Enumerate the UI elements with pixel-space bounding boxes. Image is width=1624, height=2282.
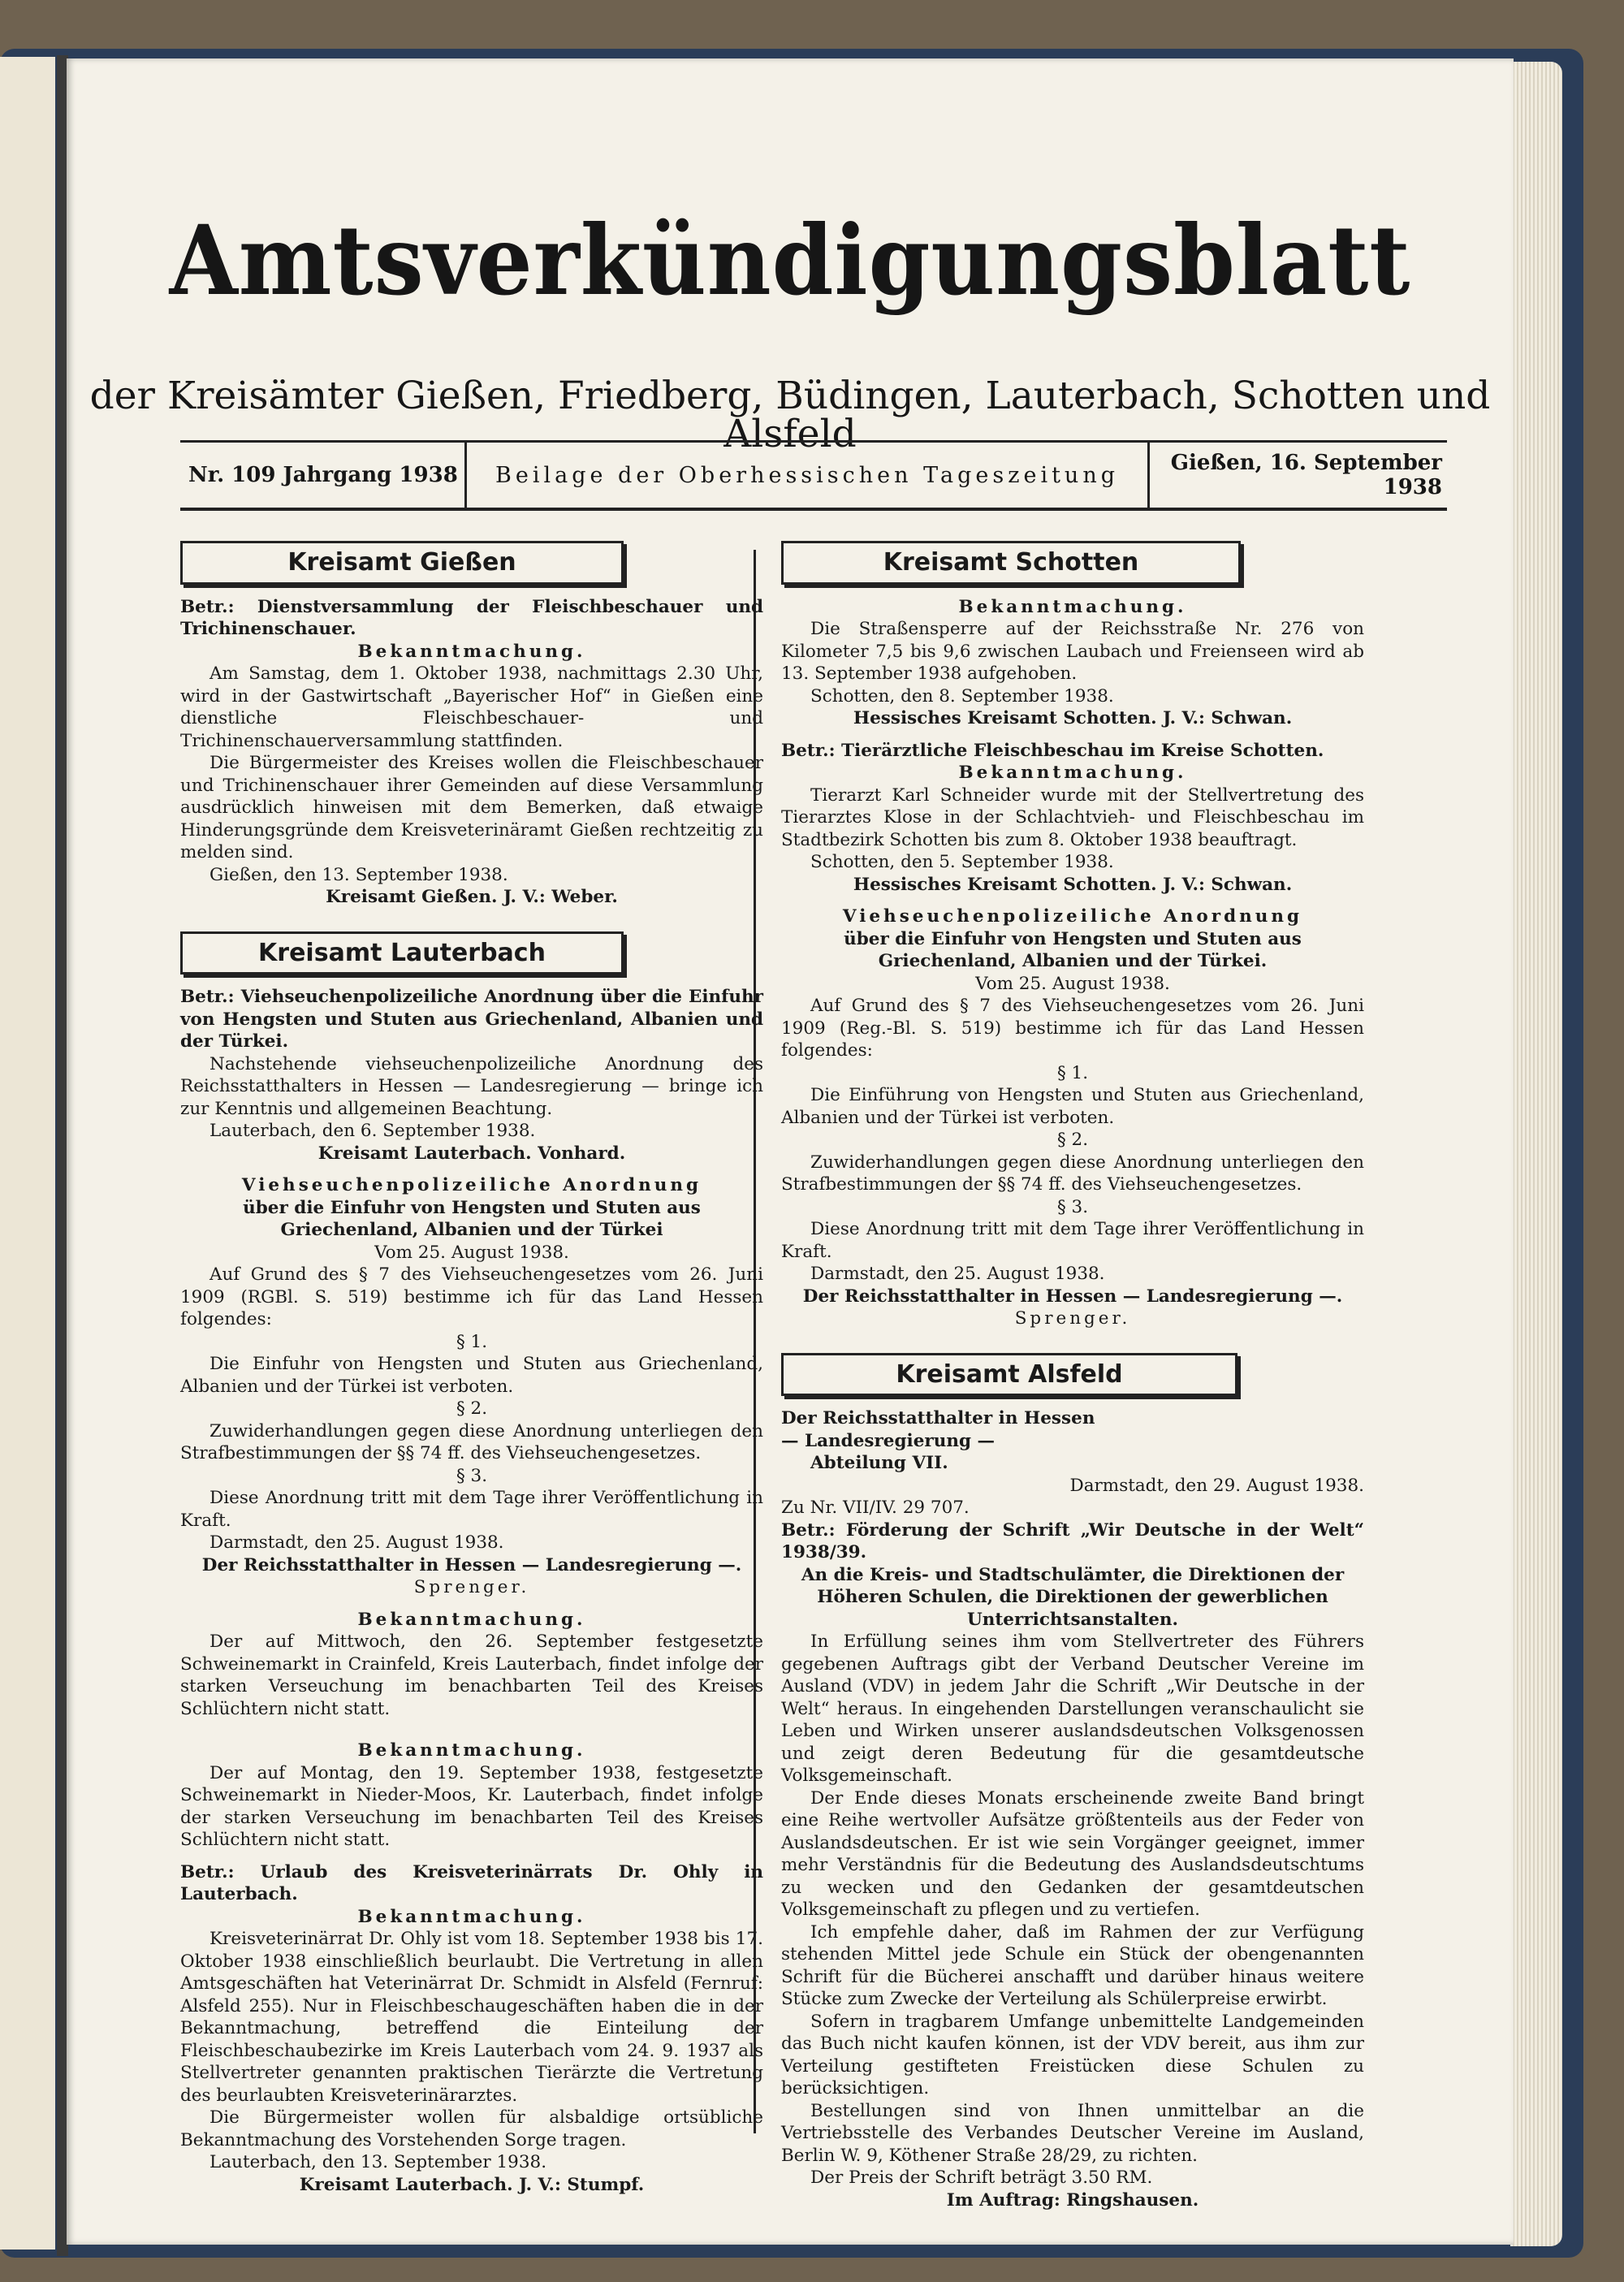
schotten-ordinance-basis: Auf Grund des § 7 des Viehseuchengesetzes vom 26. Juni 1909 (Reg.-Bl. S. 519) bestimme ich für das Land Hessen folgendes:	[781, 996, 1364, 1061]
schotten-section-3-text: Diese Anordnung tritt mit dem Tage ihrer Veröffentlichung in Kraft.	[781, 1219, 1364, 1262]
alsfeld-reference-number: Zu Nr. VII/IV. 29 707.	[781, 1498, 970, 1518]
schotten-ordinance-date: Vom 25. August 1938.	[975, 973, 1170, 994]
lauterbach-leave-subject: Betr.: Urlaub des Kreisveterinärrats Dr. Ohly in Lauterbach.	[180, 1861, 763, 1904]
lauterbach-notice-2-title: Bekanntmachung.	[357, 1609, 586, 1630]
alsfeld-addressees: An die Kreis- und Stadtschulämter, die Direktionen der Höheren Schulen, die Direktionen der gewerblichen Unterrichtsanstalten.	[801, 1564, 1345, 1630]
lauterbach-leave-paragraph-1: Kreisveterinärrat Dr. Ohly ist vom 18. September 1938 bis 17. Oktober 1938 einschließlich beurlaubt. Die Vertretung in allen Amtsgeschäften hat Veterinärrat Dr. Schmidt in Alsfeld (Fernruf: Alsfeld 255). Nur in Fleischbeschaugeschäften haben die in der Bekanntmachung, betreffend die Einteilung der Fleischbeschaubezirke im Kreis Lauterbach vom 24. 9. 1937 als Stellvertreter genannten praktischen Tierärzte die Vertretung des beurlaubten Kreisveterinärarztes.	[180, 1929, 763, 2106]
schotten-signature-2: Hessisches Kreisamt Schotten. J. V.: Schwan.	[853, 874, 1293, 895]
giessen-notice-title: Bekanntmachung.	[357, 641, 586, 662]
lauterbach-leave-place-date: Lauterbach, den 13. September 1938.	[209, 2152, 547, 2172]
issue-number: Nr. 109 Jahrgang 1938	[188, 463, 458, 487]
section-heading-schotten: Kreisamt Schotten	[781, 541, 1241, 585]
schotten-section-1-text: Die Einführung von Hengsten und Stuten aus Griechenland, Albanien und der Türkei ist verboten.	[781, 1085, 1364, 1128]
alsfeld-paragraph-2: Der Ende dieses Monats erscheinende zweite Band bringt eine Reihe wertvoller Aufsätze größtenteils aus der Feder von Auslandsdeutschen. Er ist wie sein Vorgänger geeignet, immer mehr Verständnis für die Bedeutung des Auslandsdeutschtums zu wecken und den Gedanken der gesamtdeutschen Volksgemeinschaft zu pflegen und zu vertiefen.	[781, 1787, 1364, 1920]
lauterbach-section-1-text: Die Einfuhr von Hengsten und Stuten aus Griechenland, Albanien und der Türkei ist verboten.	[180, 1354, 763, 1397]
lauterbach-darmstadt-date: Darmstadt, den 25. August 1938.	[209, 1532, 504, 1553]
issue-info-bar	[180, 440, 1447, 511]
schotten-subject-2: Betr.: Tierärztliche Fleischbeschau im Kreise Schotten.	[781, 740, 1324, 761]
lauterbach-issuer: Der Reichsstatthalter in Hessen — Landesregierung —.	[201, 1554, 742, 1575]
lauterbach-place-date: Lauterbach, den 6. September 1938.	[209, 1121, 536, 1141]
schotten-notice-2-title: Bekanntmachung.	[958, 763, 1187, 783]
schotten-ordinance-title: Viehseuchenpolizeiliche Anordnung	[842, 906, 1303, 927]
giessen-paragraph-1: Am Samstag, dem 1. Oktober 1938, nachmittags 2.30 Uhr, wird in der Gastwirtschaft „Bayerischer Hof“ in Gießen eine dienstliche Fleischbeschauer- und Trichinenschauerversammlung stattfinden.	[180, 663, 763, 751]
alsfeld-sender-date: Darmstadt, den 29. August 1938.	[1069, 1475, 1364, 1496]
lauterbach-notice-3-title: Bekanntmachung.	[357, 1740, 586, 1761]
lauterbach-section-3: § 3.	[456, 1465, 488, 1486]
left-column	[180, 538, 763, 2196]
giessen-signature: Kreisamt Gießen. J. V.: Weber.	[326, 887, 618, 907]
schotten-signature-1: Hessisches Kreisamt Schotten. J. V.: Schwan.	[853, 708, 1293, 728]
lauterbach-ordinance-subtitle: über die Einfuhr von Hengsten und Stuten aus Griechenland, Albanien und der Türkei	[243, 1197, 701, 1240]
lauterbach-leave-notice-title: Bekanntmachung.	[357, 1906, 586, 1927]
lauterbach-leave-signature: Kreisamt Lauterbach. J. V.: Stumpf.	[299, 2174, 645, 2195]
right-column	[781, 538, 1364, 2211]
schotten-darmstadt-date: Darmstadt, den 25. August 1938.	[810, 1264, 1105, 1284]
supplement-label: Beilage der Oberhessischen Tageszeitung	[464, 443, 1150, 508]
section-heading-giessen: Kreisamt Gießen	[180, 541, 624, 585]
lauterbach-ordinance-title: Viehseuchenpolizeiliche Anordnung	[241, 1175, 702, 1195]
schotten-issuer: Der Reichsstatthalter in Hessen — Landesregierung —.	[802, 1286, 1343, 1307]
section-heading-lauterbach: Kreisamt Lauterbach	[180, 931, 624, 975]
schotten-place-date-1: Schotten, den 8. September 1938.	[810, 685, 1114, 707]
schotten-notice-title: Bekanntmachung.	[958, 596, 1187, 617]
lauterbach-section-3-text: Diese Anordnung tritt mit dem Tage ihrer Veröffentlichung in Kraft.	[180, 1488, 763, 1531]
facing-page-edge	[0, 57, 55, 2250]
alsfeld-paragraph-4: Sofern in tragbarem Umfange unbemittelte Landgemeinden das Buch nicht kaufen können, ist der VDV bereit, aus ihm zur Verteilung gestifteten Freistücken diese Schulen zu berücksichtigen.	[781, 2011, 1364, 2098]
giessen-place-date: Gießen, den 13. September 1938.	[209, 864, 508, 885]
schotten-paragraph-1: Die Straßensperre auf der Reichsstraße Nr. 276 von Kilometer 7,5 bis 9,6 zwischen Laubach und Freienseen wird ab 13. September 1938 aufgehoben.	[781, 619, 1364, 684]
alsfeld-sender-line-3: Abteilung VII.	[810, 1453, 948, 1473]
lauterbach-issuer-name: Sprenger.	[413, 1577, 530, 1597]
schotten-section-2: § 2.	[1056, 1130, 1089, 1150]
alsfeld-paragraph-1: In Erfüllung seines ihm vom Stellvertreter des Führers gegebenen Auftrags gibt der Verband Deutscher Vereine im Ausland (VDV) in jedem Jahr die Schrift „Wir Deutsche in der Welt“ heraus. In eingehenden Darstellungen veranschaulicht sie Leben und Wirken unserer auslandsdeutschen Volksgenossen und zeigt deren Bedeutung für die gesamtdeutsche Volksgemeinschaft.	[781, 1632, 1364, 1786]
schotten-section-2-text: Zuwiderhandlungen gegen diese Anordnung unterliegen den Strafbestimmungen der §§ 74 ff. des Viehseuchengesetzes.	[781, 1152, 1364, 1195]
alsfeld-subject: Betr.: Förderung der Schrift „Wir Deutsche in der Welt“ 1938/39.	[781, 1519, 1364, 1562]
alsfeld-paragraph-6: Der Preis der Schrift beträgt 3.50 RM.	[810, 2167, 1153, 2188]
newspaper-page	[67, 58, 1514, 2245]
masthead-subtitle: der Kreisämter Gießen, Friedberg, Büdingen, Lauterbach, Schotten und Alsfeld	[89, 374, 1491, 456]
alsfeld-signature: Im Auftrag: Ringshausen.	[946, 2189, 1199, 2211]
schotten-ordinance-subtitle: über die Einfuhr von Hengsten und Stuten aus Griechenland, Albanien und der Türkei.	[844, 928, 1302, 971]
giessen-subject: Betr.: Dienstversammlung der Fleischbeschauer und Trichinenschauer.	[180, 596, 763, 639]
section-heading-alsfeld: Kreisamt Alsfeld	[781, 1353, 1237, 1397]
schotten-place-date-2: Schotten, den 5. September 1938.	[810, 852, 1114, 872]
alsfeld-sender-line-1: Der Reichsstatthalter in Hessen	[781, 1408, 1095, 1428]
lauterbach-notice-3-text: Der auf Montag, den 19. September 1938, festgesetzte Schweinemarkt in Nieder-Moos, Kr. Lauterbach, findet infolge der starken Verseuchung im benachbarten Teil des Kreises Schlüchtern nicht statt.	[180, 1762, 763, 1850]
lauterbach-subject: Betr.: Viehseuchenpolizeiliche Anordnung über die Einfuhr von Hengsten und Stuten aus Griechenland, Albanien und der Türkei.	[180, 987, 763, 1052]
issue-date: Gießen, 16. September 1938	[1170, 451, 1442, 499]
page-stack-edge	[1510, 62, 1562, 2246]
lauterbach-ordinance-date: Vom 25. August 1938.	[374, 1242, 569, 1263]
schotten-section-1: § 1.	[1056, 1062, 1089, 1083]
alsfeld-paragraph-5: Bestellungen sind von Ihnen unmittelbar an die Vertriebsstelle des Verbandes Deutscher Vereine im Ausland, Berlin W. 9, Köthener Straße 28/29, zu richten.	[781, 2100, 1364, 2166]
masthead-title: Amtsverkündigungsblatt	[169, 204, 1411, 317]
lauterbach-ordinance-basis: Auf Grund des § 7 des Viehseuchengesetzes vom 26. Juni 1909 (RGBl. S. 519) bestimme ich für das Land Hessen folgendes:	[180, 1264, 763, 1329]
lauterbach-section-2: § 2.	[456, 1398, 488, 1419]
lauterbach-intro: Nachstehende viehseuchenpolizeiliche Anordnung des Reichsstatthalters in Hessen — Landesregierung — bringe ich zur Kenntnis und allgemeinen Beachtung.	[180, 1053, 763, 1119]
lauterbach-section-2-text: Zuwiderhandlungen gegen diese Anordnung unterliegen den Strafbestimmungen der §§ 74 ff. des Viehseuchengesetzes.	[180, 1420, 763, 1463]
lauterbach-notice-2-text: Der auf Mittwoch, den 26. September festgesetzte Schweinemarkt in Crainfeld, Kreis Lauterbach, findet infolge der starken Verseuchung im benachbarten Teil des Kreises Schlüchtern nicht statt.	[180, 1632, 763, 1719]
lauterbach-section-1: § 1.	[456, 1331, 488, 1352]
lauterbach-signature: Kreisamt Lauterbach. Vonhard.	[317, 1143, 626, 1164]
schotten-issuer-name: Sprenger.	[1014, 1308, 1131, 1329]
schotten-section-3: § 3.	[1056, 1196, 1089, 1217]
alsfeld-paragraph-3: Ich empfehle daher, daß im Rahmen der zur Verfügung stehenden Mittel jede Schule ein Stück der obengenannten Schrift für die Bücherei anschafft und darüber hinaus weitere Stücke zum Zwecke der Verteilung als Schülerpreise erwirbt.	[781, 1921, 1364, 2009]
alsfeld-sender-line-2: — Landesregierung —	[781, 1430, 995, 1451]
giessen-paragraph-2: Die Bürgermeister des Kreises wollen die Fleischbeschauer und Trichinenschauer ihrer Gemeinden auf diese Versammlung ausdrücklich hinweisen mit dem Bemerken, daß etwaige Hinderungsgründe dem Kreisveterinäramt Gießen rechtzeitig zu melden sind.	[180, 753, 763, 862]
schotten-paragraph-2: Tierarzt Karl Schneider wurde mit der Stellvertretung des Tierarztes Klose in der Schlachtvieh- und Fleischbeschau im Stadtbezirk Schotten bis zum 8. Oktober 1938 beauftragt.	[781, 784, 1364, 850]
lauterbach-leave-paragraph-2: Die Bürgermeister wollen für alsbaldige ortsübliche Bekanntmachung des Vorstehenden Sorge tragen.	[180, 2107, 763, 2150]
